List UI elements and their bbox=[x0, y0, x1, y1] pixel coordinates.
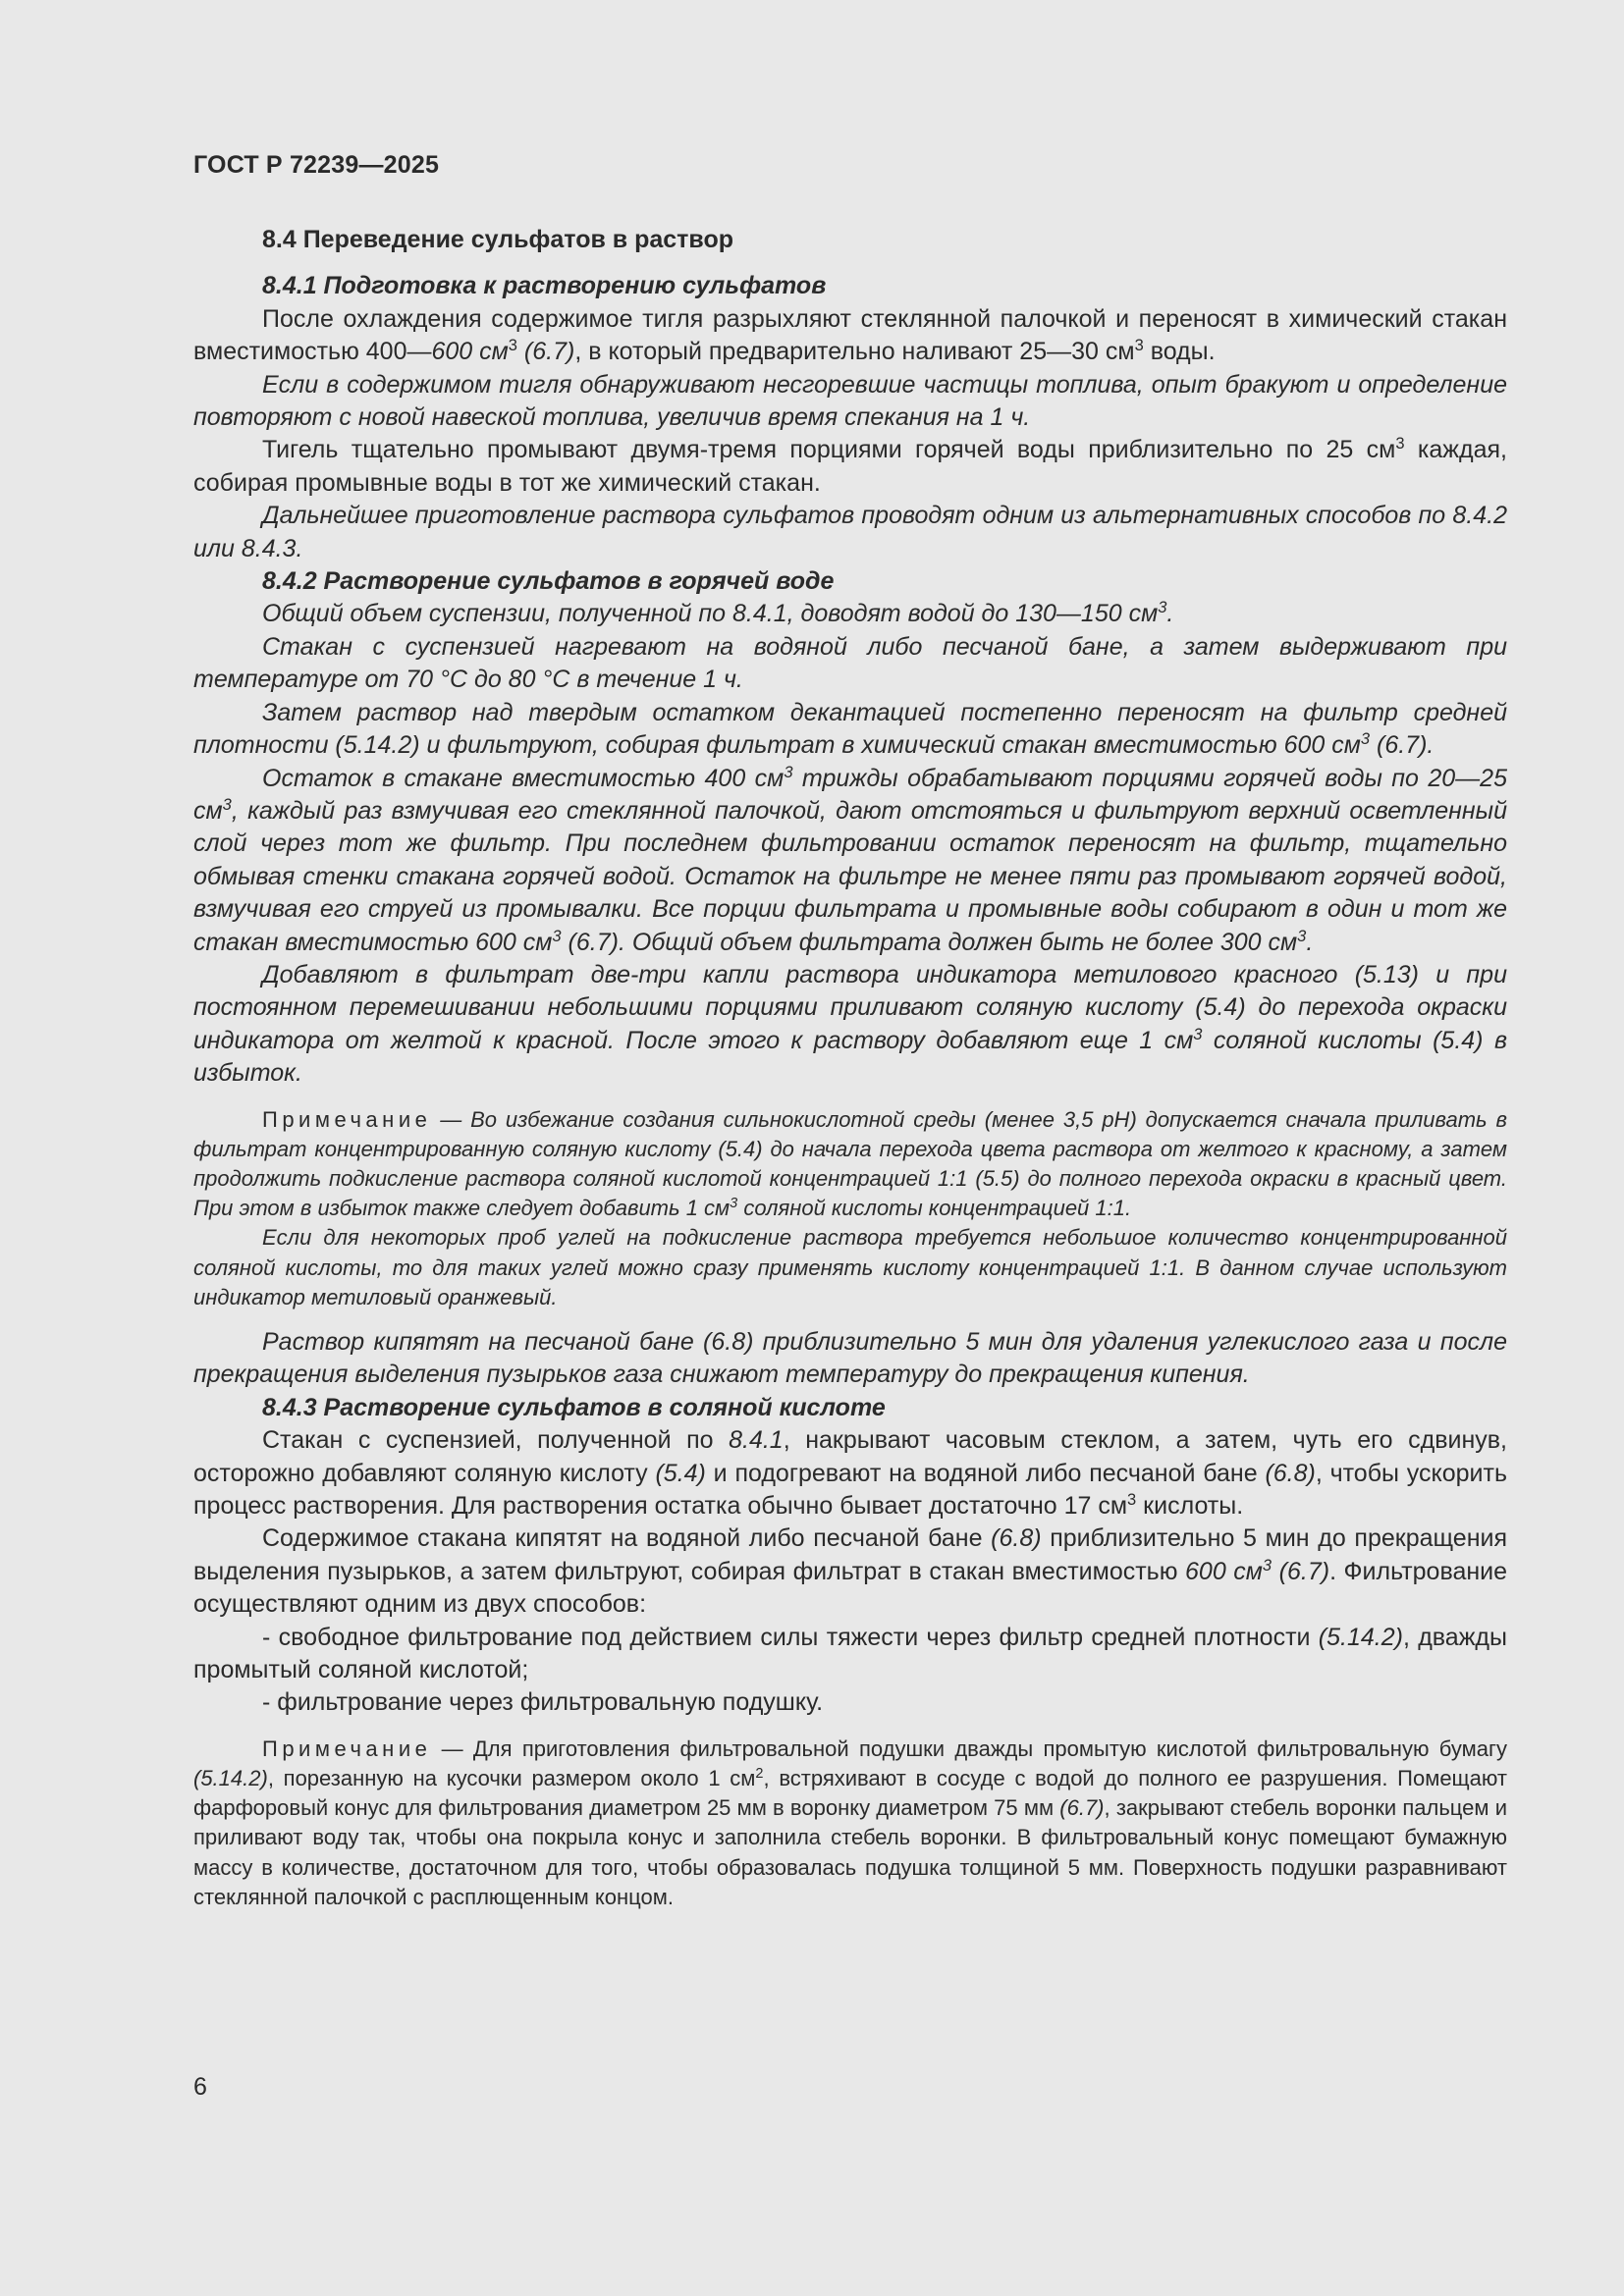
note-label: Примечание bbox=[262, 1106, 432, 1132]
paragraph: Дальнейшее приготовление раствора сульфатов проводят одним из альтернативных способов по 8.4.2 или 8.4.3. bbox=[193, 502, 1507, 562]
page-content bbox=[193, 224, 1507, 1912]
paragraph: Стакан с суспензией нагревают на водяной либо песчаной бане, а затем выдерживают при температуре от 70 °С до 80 °С в течение 1 ч. bbox=[193, 632, 1507, 694]
paragraph: Затем раствор над твердым остатком декантацией постепенно переносят на фильтр средней плотности (5.14.2) и фильтруют, собирая фильтрат в химический стакан вместимостью 600 $см^3$ (6.7). bbox=[193, 698, 1507, 760]
page-number: 6 bbox=[193, 2073, 207, 2101]
paragraph: Если в содержимом тигля обнаруживают несгоревшие частицы топлива, опыт бракуют и определение повторяют с новой навеской топлива, увеличив время спекания на 1 ч. bbox=[193, 370, 1507, 432]
section-8-4-3-title: 8.4.3 Растворение сульфатов в соляной кислоте bbox=[262, 1393, 886, 1421]
list-item: - фильтрование через фильтровальную подушку. bbox=[262, 1688, 824, 1717]
paragraph: Остаток в стакане вместимостью 400 $см^3$ трижды обрабатывают порциями горячей воды по 20—25 $см^3$, каждый раз взмучивая его стеклянной палочкой, дают отстояться и фильтруют верхний осветленный слой через тот же фильтр. При последнем фильтровании остаток переносят на фильтр, тщательно обмывая стенки стакана горячей водой. Остаток на фильтре не менее пяти раз промывают горячей водой, взмучивая его струей из промывалки. Все порции фильтрата и промывные воды собирают в один и тот же стакан вместимостью 600 $см^3$ (6.7). Общий объем фильтрата должен быть не более 300 $см^3$. bbox=[193, 763, 1507, 956]
paragraph: Раствор кипятят на песчаной бане (6.8) приблизительно 5 мин для удаления углекислого газа и после прекращения выделения пузырьков газа снижают температуру до прекращения кипения. bbox=[193, 1327, 1507, 1389]
section-8-4-1-title: 8.4.1 Подготовка к растворению сульфатов bbox=[262, 272, 827, 300]
note: Примечание — Для приготовления фильтровальной подушки дважды промытую кислотой фильтровальную бумагу (5.14.2), порезанную на кусочки размером около 1 $см^2$, встряхивают в сосуде с водой до полного ее разрушения. Помещают фарфоровый конус для фильтрования диаметром 25 мм в воронку диаметром 75 мм (6.7), закрывают стебель воронки пальцем и приливают воду так, чтобы она покрыла конус и заполнила стебель воронки. В фильтровальный конус помещают бумажную массу в количестве, достаточном для того, чтобы образовалась подушка толщиной 5 мм. Поверхность подушки разравнивают стеклянной палочкой с расплющенным концом. bbox=[193, 1735, 1507, 1909]
paragraph: Стакан с суспензией, полученной по 8.4.1, накрывают часовым стеклом, а затем, чуть его сдвинув, осторожно добавляют соляную кислоту (5.4) и подогревают на водяной либо песчаной бане (6.8), чтобы ускорить процесс растворения. Для растворения остатка обычно бывает достаточно 17 $см^3$ кислоты. bbox=[193, 1426, 1507, 1521]
paragraph: Общий объем суспензии, полученной по 8.4.1, доводят водой до 130—150 $см^3$. bbox=[262, 599, 1174, 628]
paragraph: Добавляют в фильтрат две-три капли раствора индикатора метилового красного (5.13) и при постоянном перемешивании небольшими порциями приливают соляную кислоту (5.4) до перехода окраски индикатора от желтой к красной. После этого к раствору добавляют еще 1 $см^3$ соляной кислоты (5.4) в избыток. bbox=[193, 960, 1507, 1088]
note-continuation: Если для некоторых проб углей на подкисление раствора требуется небольшое количество концентрированной соляной кислоты, то для таких углей можно сразу применять кислоту концентрацией 1:1. В данном случае используют индикатор метиловый оранжевый. bbox=[193, 1225, 1507, 1309]
note-label: Примечание bbox=[262, 1735, 432, 1761]
section-8-4-title: 8.4 Переведение сульфатов в раствор bbox=[262, 226, 734, 253]
list-item: - свободное фильтрование под действием силы тяжести через фильтр средней плотности (5.14.2), дважды промытый соляной кислотой; bbox=[193, 1623, 1507, 1684]
paragraph: Содержимое стакана кипятят на водяной либо песчаной бане (6.8) приблизительно 5 мин до прекращения выделения пузырьков, а затем фильтруют, собирая фильтрат в стакан вместимостью 600 $см^3$ (6.7). Фильтрование осуществляют одним из двух способов: bbox=[193, 1524, 1508, 1619]
paragraph: После охлаждения содержимое тигля разрыхляют стеклянной палочкой и переносят в химический стакан вместимостью 400—600 $см^3$ (6.7), в который предварительно наливают 25—30 $см^3$ воды. bbox=[193, 304, 1507, 366]
paragraph: Тигель тщательно промывают двумя-тремя порциями горячей воды приблизительно по 25 $см^3$ каждая, собирая промывные воды в тот же химический стакан. bbox=[193, 435, 1507, 497]
document-code-header: ГОСТ Р 72239—2025 bbox=[193, 151, 440, 179]
note: Примечание — Во избежание создания сильнокислотной среды (менее 3,5 pH) допускается сначала приливать в фильтрат концентрированную соляную кислоту (5.4) до начала перехода цвета раствора от желтого к красному, а затем продолжить подкисление раствора соляной кислотой концентрацией 1:1 (5.5) до полного перехода окраски в красный цвет. При этом в избыток также следует добавить 1 $см^3$ соляной кислоты концентрацией 1:1. bbox=[193, 1106, 1507, 1221]
section-8-4-2-title: 8.4.2 Растворение сульфатов в горячей воде bbox=[262, 567, 835, 596]
